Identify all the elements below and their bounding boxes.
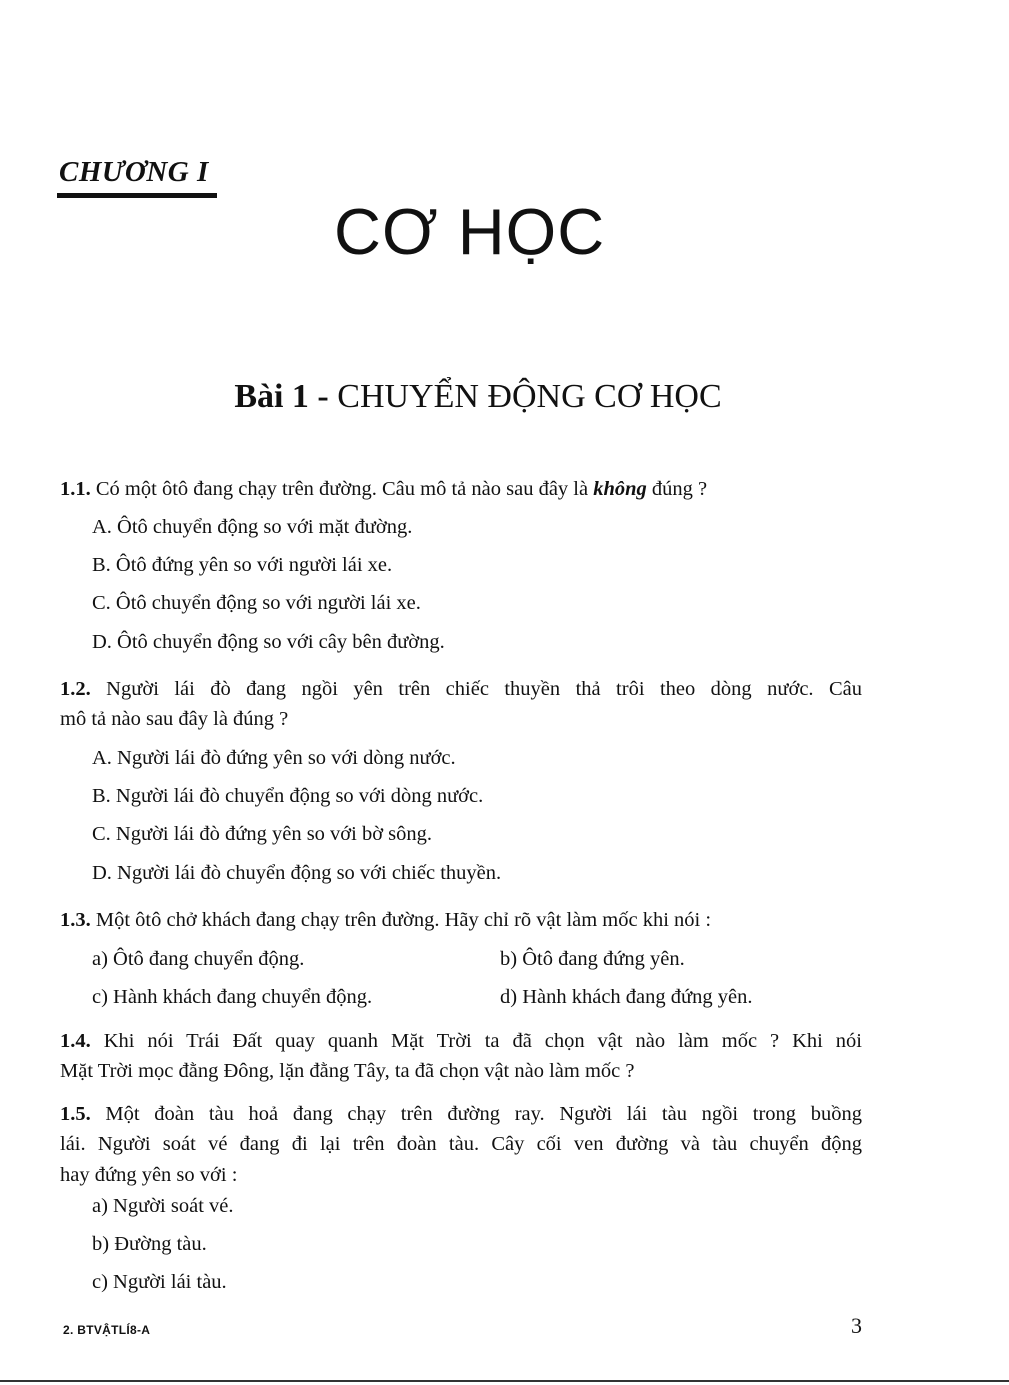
option-c: c) Người lái tàu. [92,1271,227,1293]
option-b: B. Người lái đò chuyển động so với dòng nước. [92,785,484,807]
question-1-1 [60,476,707,502]
question-1-2 [60,676,862,702]
chapter-underline [57,193,217,198]
question-1-5-line3: hay đứng yên so với : [60,1164,238,1186]
option-b: B. Ôtô đứng yên so với người lái xe. [92,554,393,576]
question-number: 1.5. [60,1103,91,1125]
question-text: Người lái đò đang ngồi yên trên chiếc thuyền thả trôi theo dòng nước. Câu [90,678,862,700]
page-bottom-edge [0,1380,1009,1382]
option-a: a) Người soát vé. [92,1195,234,1217]
footer-book-code: 2. BTVẬTLÍ8-A [63,1323,151,1337]
question-text: Một ôtô chở khách đang chạy trên đường. Hãy chỉ rõ vật làm mốc khi nói : [90,909,712,931]
question-number: 1.2. [60,678,91,700]
option-b: b) Ôtô đang đứng yên. [500,948,685,970]
chapter-title: CƠ HỌC [334,195,606,268]
question-1-5 [60,1101,862,1127]
option-c: C. Người lái đò đứng yên so với bờ sông. [92,823,433,845]
lesson-title [0,378,930,416]
question-text: Có một ôtô đang chạy trên đường. Câu mô tả nào sau đây là [90,478,594,500]
question-number: 1.4. [60,1030,91,1052]
question-1-4 [60,1028,862,1054]
question-number: 1.3. [60,909,91,931]
option-a: a) Ôtô đang chuyển động. [92,948,305,970]
option-d: D. Ôtô chuyển động so với cây bên đường. [92,631,445,653]
emphasis-word: không [593,478,647,500]
option-a: A. Người lái đò đứng yên so với dòng nước. [92,747,456,769]
option-d: d) Hành khách đang đứng yên. [500,986,753,1008]
option-c: c) Hành khách đang chuyển động. [92,986,373,1008]
question-number: 1.1. [60,478,91,500]
option-b: b) Đường tàu. [92,1233,207,1255]
page-number: 3 [851,1313,862,1338]
chapter-label: CHƯƠNG I [59,156,209,188]
option-c: C. Ôtô chuyển động so với người lái xe. [92,592,421,614]
question-1-3 [60,907,711,933]
lesson-prefix: Bài 1 - [234,378,338,415]
question-1-2-line2: mô tả nào sau đây là đúng ? [60,708,289,730]
option-d: D. Người lái đò chuyển động so với chiếc thuyền. [92,862,502,884]
option-a: A. Ôtô chuyển động so với mặt đường. [92,516,413,538]
question-1-5-line2: lái. Người soát vé đang đi lại trên đoàn tàu. Cây cối ven đường và tàu chuyển động [60,1133,862,1155]
question-text: Một đoàn tàu hoả đang chạy trên đường ray. Người lái tàu ngồi trong buồng [90,1103,862,1125]
question-1-4-line2: Mặt Trời mọc đằng Đông, lặn đằng Tây, ta đã chọn vật nào làm mốc ? [60,1060,635,1082]
question-text-end: đúng ? [646,478,708,500]
lesson-title-text: CHUYỂN ĐỘNG CƠ HỌC [337,378,722,415]
question-text: Khi nói Trái Đất quay quanh Mặt Trời ta đã chọn vật nào làm mốc ? Khi nói [90,1030,862,1052]
